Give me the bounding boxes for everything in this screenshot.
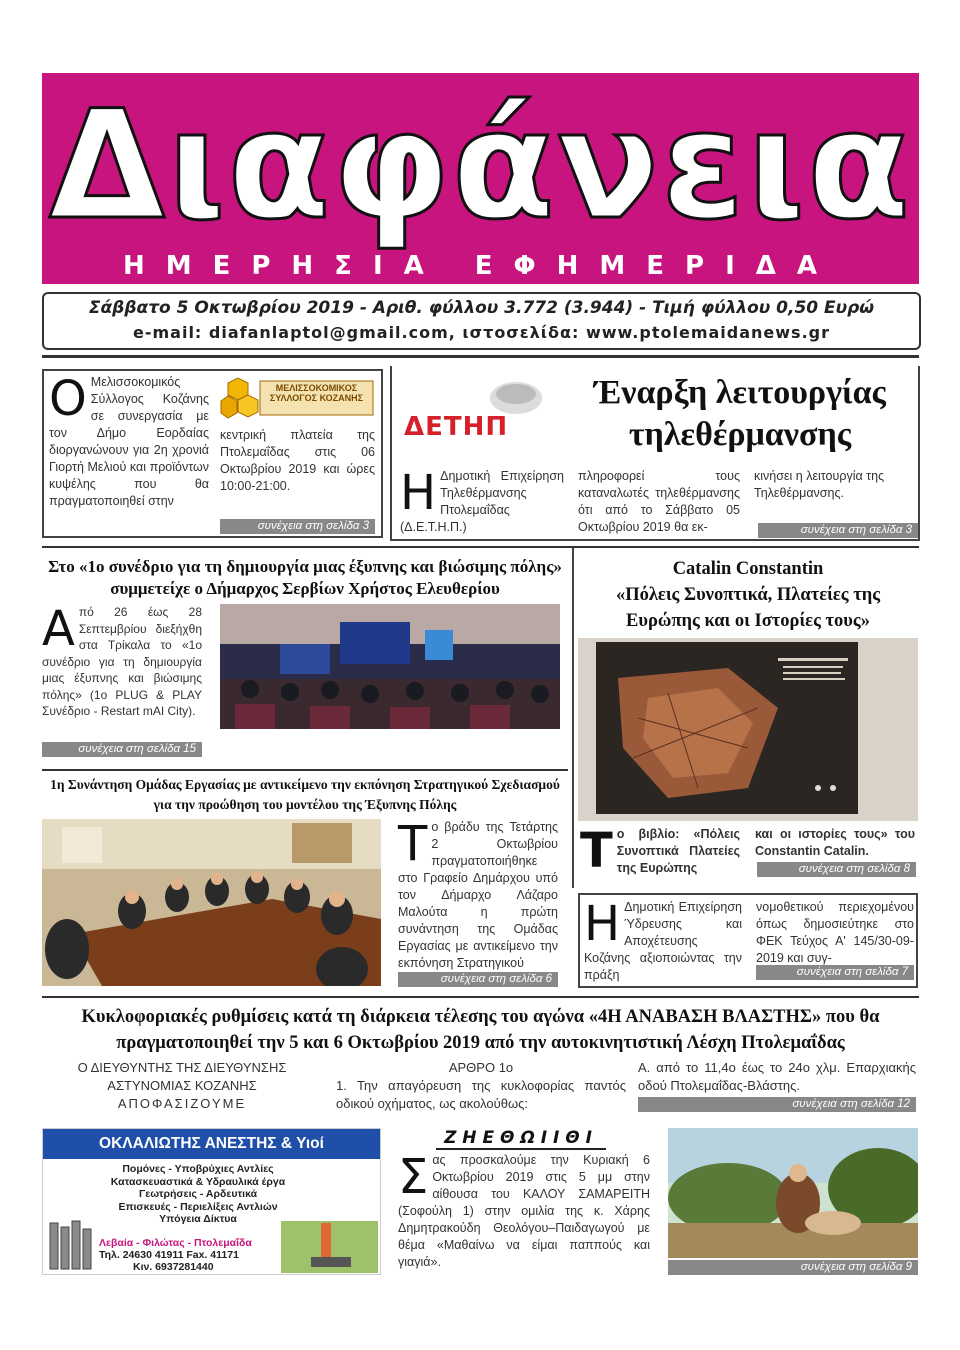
ad-phone: Τηλ. 24630 41911 Fax. 41171 (99, 1249, 239, 1261)
continued-link[interactable]: συνέχεια στη σελίδα 6 (398, 972, 558, 987)
zheo-illustration (668, 1128, 918, 1258)
catalin-headline-2: «Πόλεις Συνοπτικά, Πλατείες της Ευρώπης και οι Ιστορίες τους» (615, 585, 881, 631)
divider (42, 996, 919, 998)
drill-rig-icon (281, 1221, 378, 1273)
continued-link[interactable]: συνέχεια στη σελίδα 8 (757, 862, 916, 877)
deth-col1: Η Δημοτική Επιχείρηση Τηλεθέρμανσης Πτολεμαΐδας (Δ.Ε.Τ.Η.Π.) (400, 465, 564, 534)
dropcap: Τ (580, 823, 613, 879)
dropcap: Ο (49, 371, 87, 427)
smartcity-headline: 1η Συνάντηση Ομάδας Εργασίας με αντικείμενο την εκπόνηση Στρατηγικού Σχεδιασμού για την προώθηση του μοντέλου της Έξυπνης Πόλης (50, 777, 560, 812)
newspaper-subtitle: ΗΜΕΡΗΣΙΑ ΕΦΗΜΕΡΙΔΑ (122, 251, 839, 281)
catalin-photo (578, 638, 918, 821)
divider (42, 769, 568, 771)
zheo-title: Ζ Η Ε Θ Ω Ι Ι Θ Ι (444, 1128, 592, 1148)
continued-link[interactable]: συνέχεια στη σελίδα 15 (42, 742, 202, 757)
catalin-col2: και οι ιστορίες τους» του Constantin Catalin. (755, 827, 915, 858)
issue-info-box (42, 292, 921, 350)
ad-location: Λεβαία - Φιλώτας - Πτολεμαΐδα (99, 1237, 252, 1249)
advertisement[interactable] (42, 1128, 381, 1275)
bees-logo (220, 377, 375, 419)
bees-logo-text: ΜΕΛΙΣΣΟΚΟΜΙΚΟΣ ΣΥΛΛΟΓΟΣ ΚΟΖΑΝΗΣ (269, 383, 364, 403)
dropcap: Τ (398, 816, 428, 872)
congress-headline: Στο «1ο συνέδριο για τη δημιουργία μιας έξυπνης και βιώσιμης πόλης» συμμετείχε ο Δήμαρχος Σερβίων Χρήστος Ελευθερίου (48, 557, 562, 598)
dropcap: Η (400, 465, 437, 521)
deth-col2: πληροφορεί τους καταναλωτές τηλεθέρμανσης ότι από το Σάββατο 05 Οκτωβρίου 2019 θα εκ- (578, 469, 740, 534)
traffic-headline: Κυκλοφοριακές ρυθμίσεις κατά τη διάρκεια τέλεσης του αγώνα «4Η ΑΝΑΒΑΣΗ ΒΛΑΣΤΗΣ» που θα πραγματοποιηθεί την 5 και 6 Οκτωβρίου 2019 από την αυτοκινητιστική Λέσχη Πτολεμαΐδας (81, 1007, 880, 1053)
continued-link[interactable]: συνέχεια στη σελίδα 3 (758, 523, 918, 538)
deth-col3: κινήσει η λειτουργία της Τηλεθέρμανσης. (754, 469, 885, 500)
newspaper-title: Διαφάνεια (48, 79, 913, 253)
bees-article (42, 369, 383, 538)
teleheating-headline: Έναρξη λειτουργίας τηλεθέρμανσης (594, 374, 886, 453)
divider (572, 548, 574, 888)
meeting-room-image (42, 819, 381, 986)
pump-icon (47, 1219, 95, 1271)
ad-title: ΟΚΛΑΛΙΩΤΗΣ ΑΝΕΣΤΗΣ & Υιοί (43, 1129, 380, 1159)
bees-text: Ο Μελισσοκομικός Σύλλογος Κοζάνης σε συνεργασία με τον Δήμο Εορδαίας διοργανώνουν για 2η χρονιά Γιορτή Μελιού και προϊόντων κυψέλης που θα πραγματοποιηθεί στην (49, 371, 209, 508)
continued-link[interactable]: συνέχεια στη σελίδα 12 (638, 1097, 916, 1112)
smartcity-text: Το βράδυ της Τετάρτης 2 Οκτωβρίου πραγματοποιήθηκε στο Γραφείο Δημάρχου υπό τον Δήμαρχο Λάζαρο Μαλούτα η πρώτη συνάντηση της Ομάδας Εργασίας με αντικείμενο την εκπόνηση Στρατηγικού (398, 816, 558, 970)
divider (42, 355, 919, 358)
catalin-col1: Το βιβλίο: «Πόλεις Συνοπτικά Πλατείες της Ευρώπης (580, 823, 740, 879)
traffic-col3: Α. από το 11,4ο έως το 24ο χλμ. Επαρχιακής οδού Πτολεμαΐδας-Βλάστης. (638, 1060, 916, 1093)
water-col1: Η Δημοτική Επιχείρηση Ύδρευσης και Αποχέτευσης Κοζάνης αξιοποιώντας την πράξη (584, 896, 742, 982)
teleheating-article (390, 366, 920, 541)
congress-text: Από 26 έως 28 Σεπτεμβρίου διεξήχθη στα Τρίκαλα το «1ο συνέδριο για τη δημιουργία μιας έξυπνης και βιώσιμης πόλης» (1ο PLUG & PLAY Συνέδριο - Restart mAI City). (42, 601, 202, 718)
traffic-col1: Ο ΔΙΕΥΘΥΝΤΗΣ ΤΗΣ ΔΙΕΥΘΥΝΣΗΣ ΑΣΤΥΝΟΜΙΑΣ ΚΟΖΑΝΗΣ ΑΠΟΦΑΣΙΖΟΥΜΕ (77, 1060, 287, 1111)
continued-link[interactable]: συνέχεια στη σελίδα 7 (756, 965, 914, 980)
congress-photo (220, 604, 560, 729)
zheo-text: Σας προσκαλούμε την Κυριακή 6 Οκτωβρίου 2019 στις 5 μμ στην αίθουσα του ΚΑΛΟΥ ΣΑΜΑΡΕΙΤΗ (Σοφούλη 1) στην ομιλία της κ. Χάρης Δημητρακούδη Θεολόγου–Παιδαγωγού με θέμα «Μαθαίνω να είμαι παππούς και γιαγιά». (398, 1149, 650, 1269)
continued-link[interactable]: συνέχεια στη σελίδα 3 (220, 519, 375, 534)
divider (42, 546, 919, 548)
masthead (42, 73, 919, 284)
water-col2: νομοθετικού περιεχομένου όπως δημοσιεύτηκε στο ΦΕΚ Τεύχος Α' 145/30-09-2019 και συγ- (756, 900, 914, 965)
bees-text-2: κεντρική πλατεία της Πτολεμαΐδας στις 06 Οκτωβρίου 2019 και ώρες 10:00-21:00. (220, 428, 375, 493)
dropcap: Α (42, 601, 75, 657)
meeting-photo (42, 819, 381, 986)
water-article (578, 893, 918, 988)
dropcap: Η (584, 896, 621, 952)
issue-line: Σάββατο 5 Οκτωβρίου 2019 - Αριθ. φύλλου 3.772 (3.944) - Τιμή φύλλου 0,50 Ευρώ (88, 298, 875, 318)
book-cover-image (578, 638, 918, 821)
traffic-col2: ΑΡΘΡΟ 1ο 1. Την απαγόρευση της κυκλοφορίας παντός οδικού οχήματος, ως ακολούθως: (336, 1060, 626, 1111)
deth-logo-text: ΔΕΤΗΠ (404, 412, 509, 442)
ad-services: Πομόνες - Υποβρύχιες Αντλίες Κατασκευαστικά & Υδραυλικά έργα Γεωτρήσεις - Αρδευτικά Επισκευές - Περιελίξεις Αντλιών Υπόγεια Δίκτυα (110, 1163, 286, 1225)
deth-logo (398, 376, 562, 446)
title-underline (436, 1148, 606, 1150)
catalin-headline-1: Catalin Constantin (672, 559, 824, 579)
dropcap: Σ (398, 1149, 429, 1205)
contact-line: e-mail: diafanlaptol@gmail.com, ιστοσελίδα: www.ptolemaidanews.gr (133, 323, 830, 342)
conference-photo-image (220, 604, 560, 729)
painting-image (668, 1128, 918, 1258)
ad-mobile: Κιν. 6937281440 (133, 1261, 214, 1273)
continued-link[interactable]: συνέχεια στη σελίδα 9 (668, 1260, 918, 1275)
